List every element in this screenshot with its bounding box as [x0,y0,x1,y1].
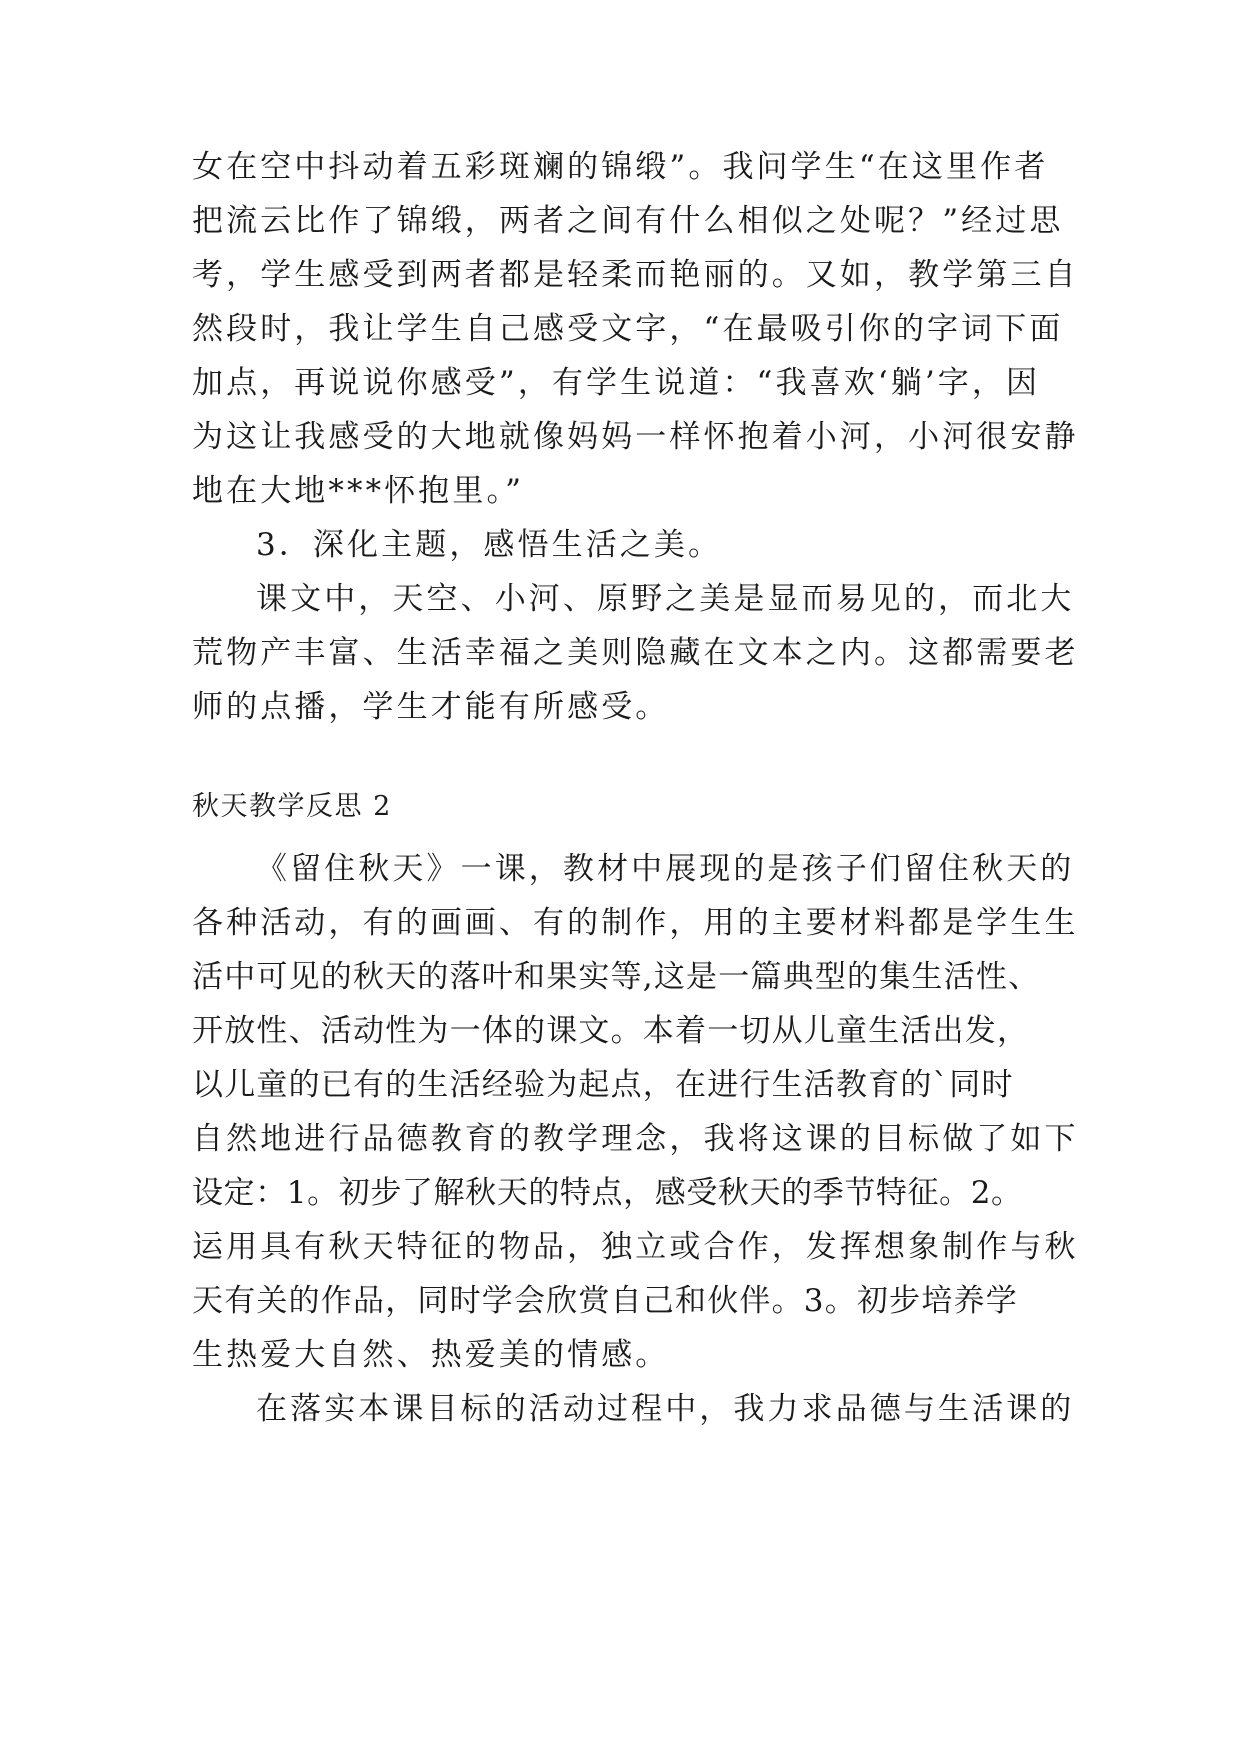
body-text-line: 然段时，我让学生自己感受文字，“在最吸引你的字词下面 [192,311,1064,347]
body-text-line: 师的点播，学生才能有所感受。 [192,689,670,725]
body-text-line: 地在大地***怀抱里。” [192,473,525,509]
body-text-line: 活中可见的秋天的落叶和果实等,这是一篇典型的集生活性、 [192,959,1041,995]
body-text-line: 天有关的作品，同时学会欣赏自己和伙伴。3。初步培养学 [192,1283,1018,1319]
body-text-line: 各种活动，有的画画、有的制作，用的主要材料都是学生生 [192,905,1079,941]
body-text-line: 在落实本课目标的活动过程中，我力求品德与生活课的 [256,1391,1075,1427]
body-text-line: 荒物产丰富、生活幸福之美则隐藏在文本之内。这都需要老 [192,635,1079,671]
body-text-line: 为这让我感受的大地就像妈妈一样怀抱着小河，小河很安静 [192,419,1079,455]
body-text-line: 加点，再说说你感受”，有学生说道：“我喜欢‘躺’字，因 [192,365,1041,401]
body-text-line: 生热爱大自然、热爱美的情感。 [192,1337,670,1373]
point-3-title: 3．深化主题，感悟生活之美。 [256,527,723,563]
body-text-line: 自然地进行品德教育的教学理念，我将这课的目标做了如下 [192,1121,1079,1157]
body-text-line: 女在空中抖动着五彩斑斓的锦缎”。我问学生“在这里作者 [192,149,1049,185]
body-text-line: 考，学生感受到两者都是轻柔而艳丽的。又如，教学第三自 [192,257,1079,293]
body-text-line: 把流云比作了锦缎，两者之间有什么相似之处呢？”经过思 [192,203,1064,239]
body-text-line: 以儿童的已有的生活经验为起点，在进行生活教育的`同时 [192,1067,1014,1103]
section-heading: 秋天教学反思 2 [192,791,392,822]
body-text-line: 运用具有秋天特征的物品，独立或合作，发挥想象制作与秋 [192,1229,1079,1265]
body-text-line: 《留住秋天》一课，教材中展现的是孩子们留住秋天的 [256,851,1075,887]
body-text-line: 开放性、活动性为一体的课文。本着一切从儿童生活出发， [192,1013,1030,1049]
body-text-line: 课文中，天空、小河、原野之美是显而易见的，而北大 [256,581,1075,617]
body-text-line: 设定：1。初步了解秋天的特点，感受秋天的季节特征。2。 [192,1175,1023,1211]
